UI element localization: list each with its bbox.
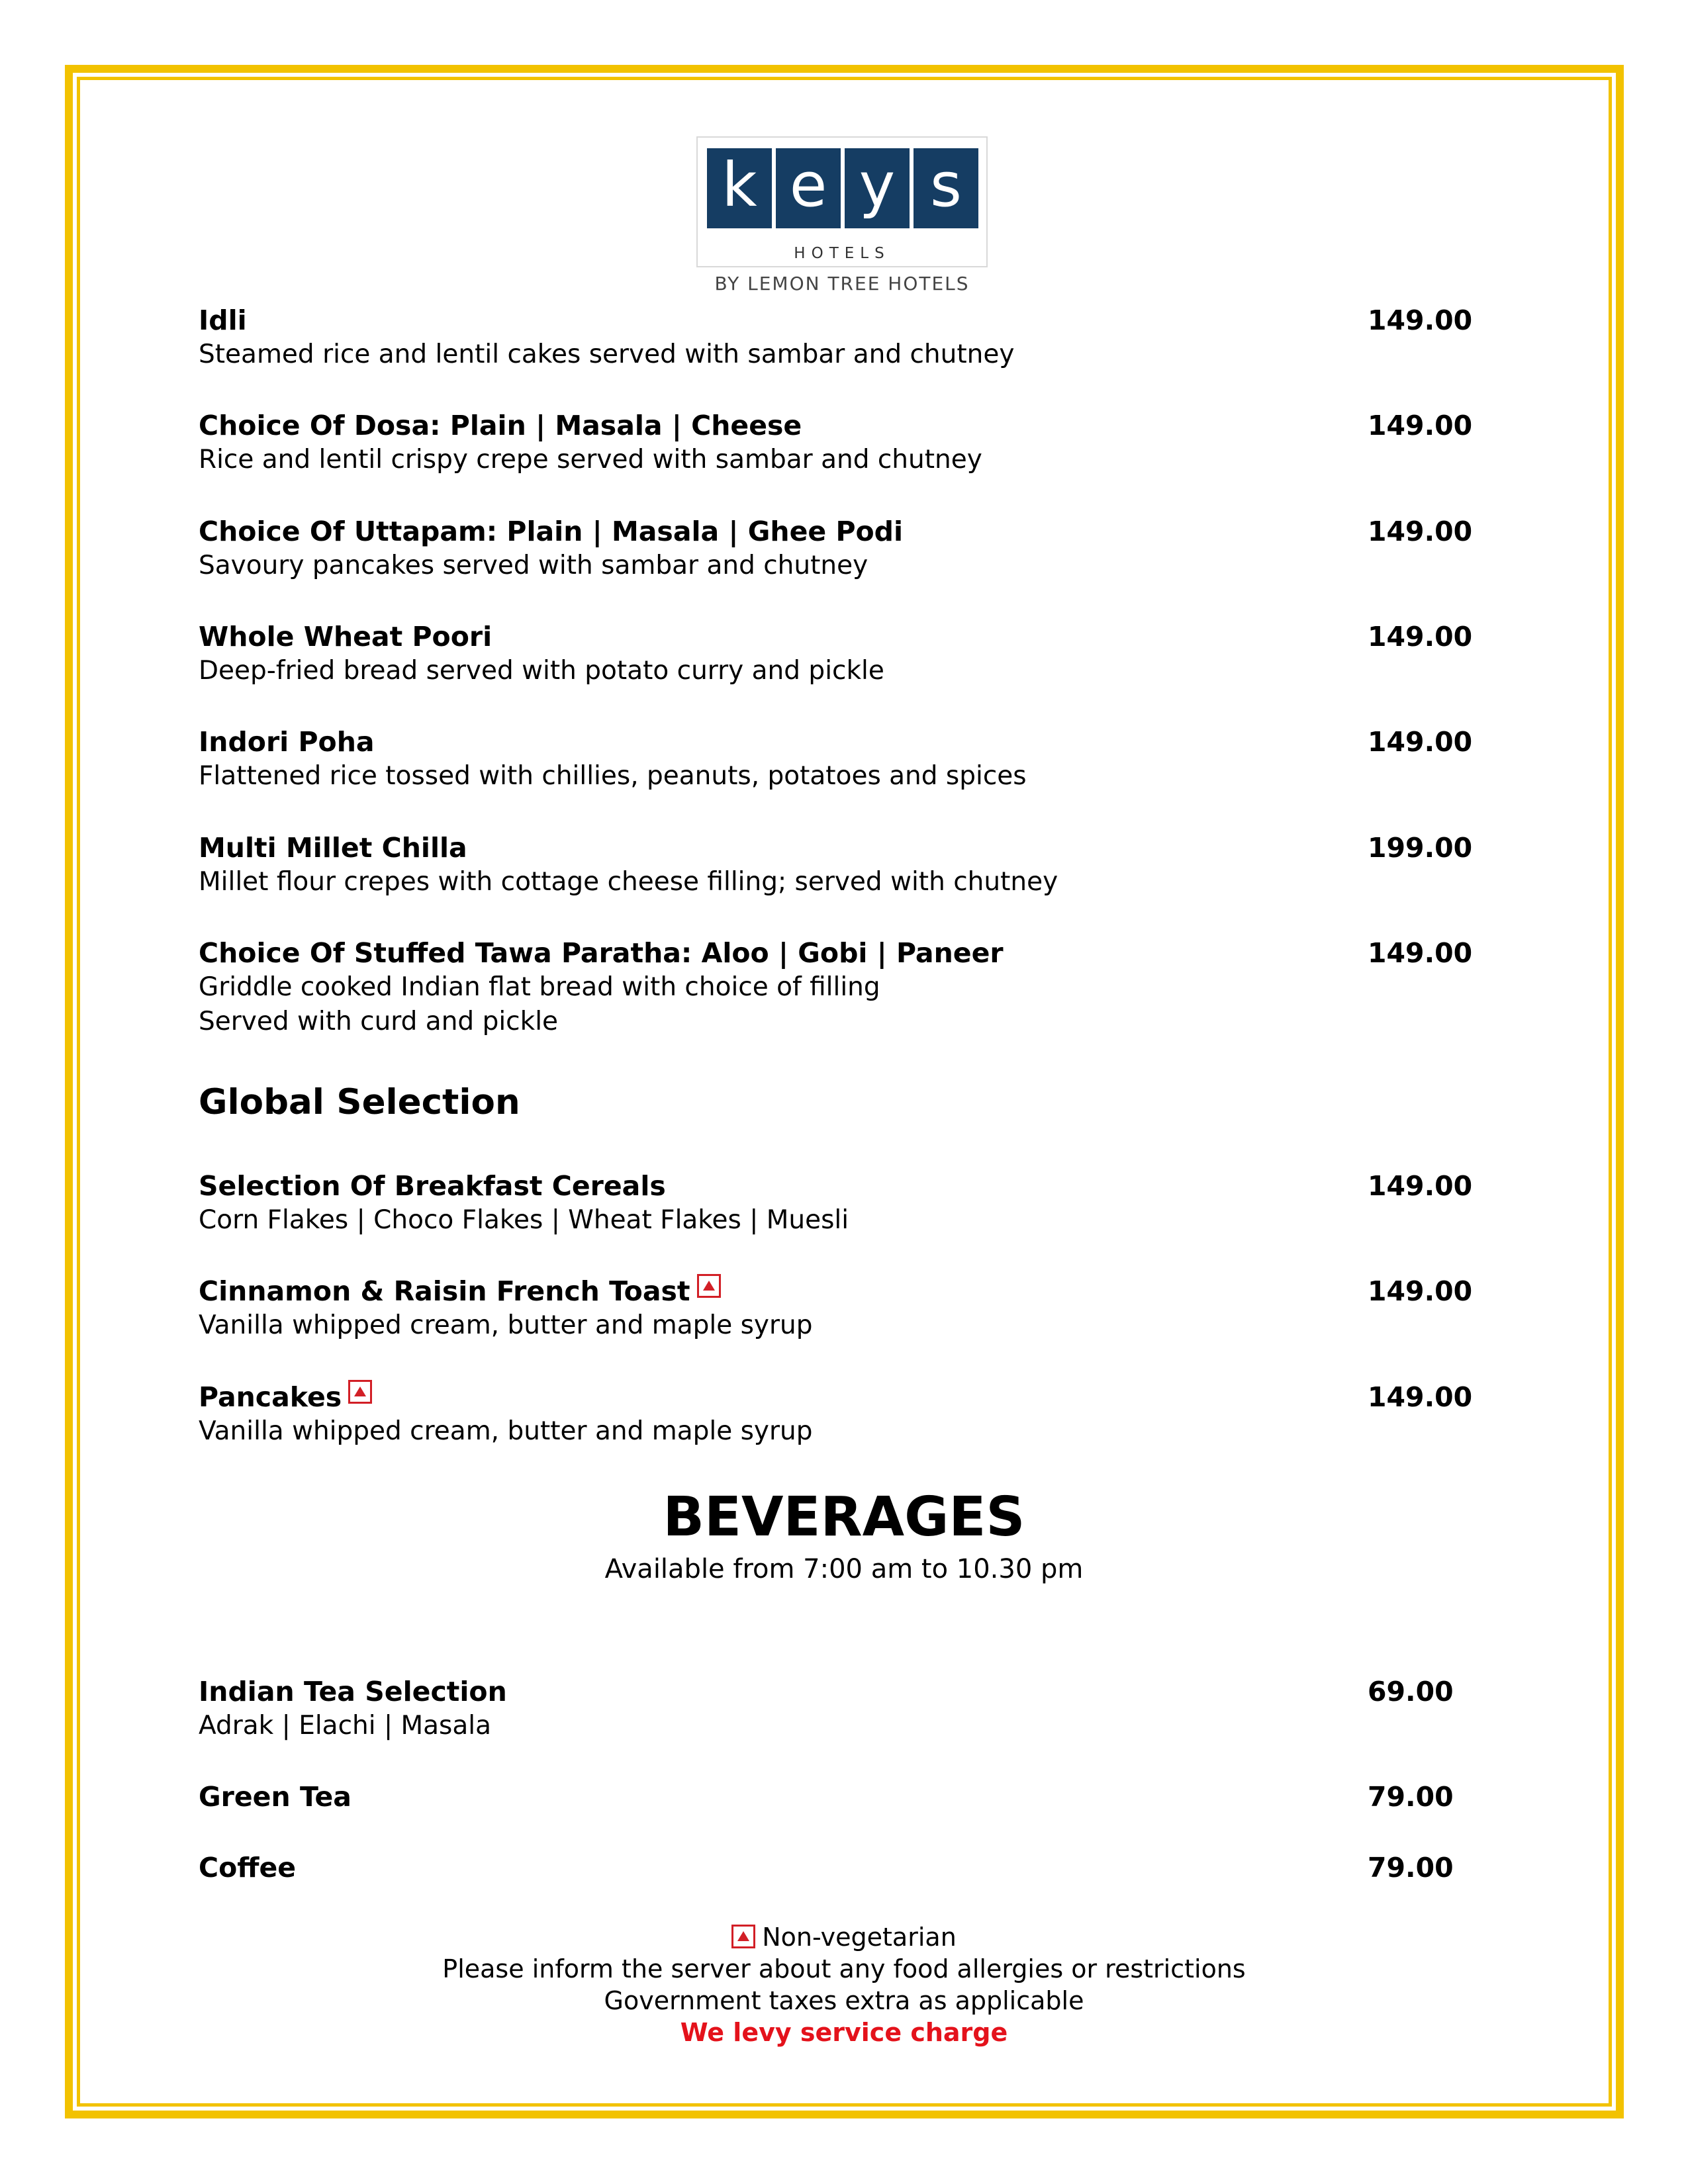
menu-item-name: Multi Millet Chilla (199, 832, 467, 864)
menu-item-description: Served with curd and pickle (199, 1007, 559, 1036)
menu-item-name: Indori Poha (199, 726, 375, 758)
menu-item-description: Millet flour crepes with cottage cheese filling; served with chutney (199, 867, 1058, 897)
non-veg-icon (348, 1380, 372, 1404)
menu-item-name: Choice Of Stuffed Tawa Paratha: Aloo | Gobi | Paneer (199, 937, 1004, 969)
menu-item-description: Adrak | Elachi | Masala (199, 1711, 492, 1741)
legend-row (0, 1921, 1688, 1953)
menu-item (199, 1380, 1456, 1449)
menu-item-price: 149.00 (1368, 1170, 1473, 1202)
menu-item (199, 831, 1456, 899)
menu-item-price: 149.00 (1368, 1381, 1473, 1413)
menu-item-price: 79.00 (1368, 1781, 1454, 1813)
menu-item-name: Coffee (199, 1852, 297, 1884)
menu-item-description: Deep-fried bread served with potato curry and pickle (199, 656, 884, 686)
menu-item (199, 408, 1456, 477)
legend-label: Non-vegetarian (762, 1923, 957, 1952)
allergy-note: Please inform the server about any food allergies or restrictions (442, 1954, 1246, 1983)
logo-letter-tile: e (776, 148, 841, 228)
menu-item-name: Cinnamon & Raisin French Toast (199, 1275, 690, 1307)
menu-item-description: Vanilla whipped cream, butter and maple syrup (199, 1310, 813, 1340)
menu-item-description: Rice and lentil crispy crepe served with sambar and chutney (199, 445, 982, 475)
menu-item-price: 79.00 (1368, 1852, 1454, 1884)
menu-item-name-row (199, 1380, 1456, 1414)
menu-item-price: 69.00 (1368, 1676, 1454, 1707)
tax-note: Government taxes extra as applicable (604, 1986, 1084, 2015)
menu-item-price: 149.00 (1368, 516, 1473, 547)
menu-item-price: 199.00 (1368, 832, 1473, 864)
logo-letter-tile: k (707, 148, 772, 228)
menu-item-name: Choice Of Uttapam: Plain | Masala | Ghee Podi (199, 516, 904, 547)
non-veg-icon (731, 1925, 755, 1948)
menu-item (199, 1674, 1456, 1743)
menu-item-name: Choice Of Dosa: Plain | Masala | Cheese (199, 410, 802, 441)
non-veg-icon (697, 1274, 721, 1298)
menu-item-description: Flattened rice tossed with chillies, peanuts, potatoes and spices (199, 761, 1027, 791)
menu-item-price: 149.00 (1368, 726, 1473, 758)
menu-item-name: Pancakes (199, 1381, 342, 1413)
menu-item-description: Griddle cooked Indian flat bread with choice of filling (199, 972, 880, 1002)
menu-item-name: Indian Tea Selection (199, 1676, 507, 1707)
menu-item (199, 725, 1456, 794)
menu-item-description: Vanilla whipped cream, butter and maple syrup (199, 1416, 813, 1446)
menu-item (199, 1850, 1456, 1885)
menu-item-name: Selection Of Breakfast Cereals (199, 1170, 666, 1202)
menu-item-name-row (199, 1274, 1456, 1308)
menu-item-price: 149.00 (1368, 937, 1473, 969)
menu-item (199, 1780, 1456, 1814)
menu-item-name: Whole Wheat Poori (199, 621, 492, 653)
menu-item (199, 1274, 1456, 1343)
menu-item (199, 303, 1456, 372)
beverages-hours: Available from 7:00 am to 10.30 pm (604, 1554, 1084, 1584)
menu-item-price: 149.00 (1368, 1275, 1473, 1307)
menu-item (199, 1169, 1456, 1238)
menu-item-price: 149.00 (1368, 621, 1473, 653)
beverages-title: BEVERAGES (663, 1486, 1025, 1549)
menu-item-name: Green Tea (199, 1781, 352, 1813)
keys-hotels-logo (696, 136, 988, 267)
menu-item-description: Corn Flakes | Choco Flakes | Wheat Flakes | Muesli (199, 1205, 849, 1235)
logo-letter-tile: s (914, 148, 978, 228)
logo-hotels-text: HOTELS (794, 245, 890, 262)
menu-item (199, 514, 1456, 583)
menu-item-name: Idli (199, 304, 247, 336)
menu-item-price: 149.00 (1368, 410, 1473, 441)
menu-item-description: Steamed rice and lentil cakes served with sambar and chutney (199, 340, 1015, 369)
menu-item-price: 149.00 (1368, 304, 1473, 336)
logo-subtitle: BY LEMON TREE HOTELS (714, 273, 970, 295)
logo-letter-tile: y (845, 148, 910, 228)
menu-item-description: Savoury pancakes served with sambar and chutney (199, 551, 868, 580)
service-charge-note: We levy service charge (680, 2018, 1008, 2047)
menu-item (199, 936, 1456, 1039)
menu-item (199, 619, 1456, 688)
section-title-global: Global Selection (199, 1082, 520, 1122)
